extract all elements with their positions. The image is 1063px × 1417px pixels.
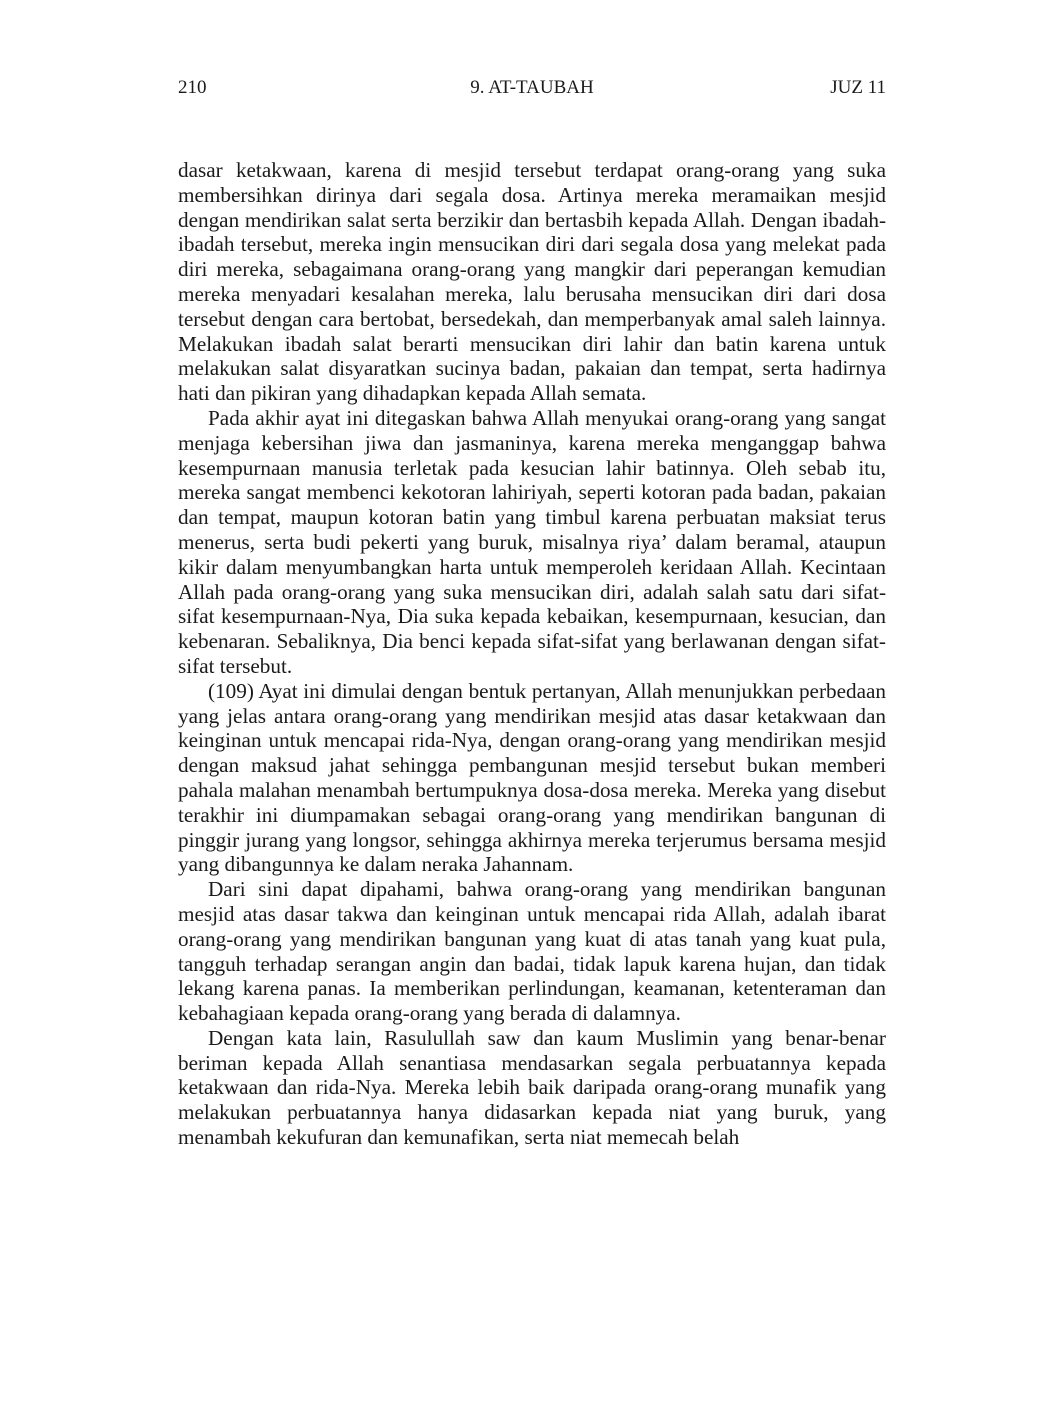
chapter-title: 9. AT-TAUBAH — [470, 77, 594, 98]
page-number: 210 — [178, 77, 207, 98]
paragraph: Dari sini dapat dipahami, bahwa orang-orang yang mendirikan bangunan mesjid atas dasar takwa dan keinginan untuk mencapai rida Allah, adalah ibarat orang-orang yang mendirikan bangunan yang kuat di atas tanah yang kuat pula, tangguh terhadap serangan angin dan badai, tidak lapuk karena hujan, dan tidak lekang karena panas. Ia memberikan perlindungan, keamanan, ketenteraman dan kebahagiaan kepada orang-orang yang berada di dalamnya. — [178, 877, 886, 1026]
paragraph: (109) Ayat ini dimulai dengan bentuk pertanyan, Allah menunjukkan perbedaan yang jelas antara orang-orang yang mendirikan mesjid atas dasar ketakwaan dan keinginan untuk mencapai rida-Nya, dengan orang-orang yang mendirikan mesjid dengan maksud jahat sehingga pembangunan mesjid tersebut bukan memberi pahala malahan menambah bertumpuknya dosa-dosa mereka. Mereka yang disebut terakhir ini diumpamakan sebagai orang-orang yang mendirikan bangunan di pinggir jurang yang longsor, sehingga akhirnya mereka terjerumus bersama mesjid yang dibangunnya ke dalam neraka Jahannam. — [178, 678, 886, 877]
paragraph: Dengan kata lain, Rasulullah saw dan kaum Muslimin yang benar-benar beriman kepada Allah senantiasa mendasarkan segala perbuatannya kepada ketakwaan dan rida-Nya. Mereka lebih baik daripada orang-orang munafik yang melakukan perbuatannya hanya didasarkan kepada niat yang buruk, yang menambah kekufuran dan kemunafikan, serta niat memecah belah — [178, 1025, 886, 1150]
body-text — [178, 158, 886, 1150]
page-header — [178, 76, 886, 100]
juz-label: JUZ 11 — [830, 77, 886, 98]
paragraph: dasar ketakwaan, karena di mesjid tersebut terdapat orang-orang yang suka membersihkan dirinya dari segala dosa. Artinya mereka meramaikan mesjid dengan mendirikan salat serta berzikir dan bertasbih kepada Allah. Dengan ibadah-ibadah tersebut, mereka ingin mensucikan diri dari segala dosa yang melekat pada diri mereka, sebagaimana orang-orang yang mangkir dari peperangan kemudian mereka menyadari kesalahan mereka, lalu berusaha mensucikan diri dari dosa tersebut dengan cara bertobat, bersedekah, dan memperbanyak amal saleh lainnya. Melakukan ibadah salat berarti mensucikan diri lahir dan batin karena untuk melakukan salat disyaratkan sucinya badan, pakaian dan tempat, serta hadirnya hati dan pikiran yang dihadapkan kepada Allah semata. — [178, 158, 886, 406]
paragraph: Pada akhir ayat ini ditegaskan bahwa Allah menyukai orang-orang yang sangat menjaga kebersihan jiwa dan jasmaninya, karena mereka menganggap bahwa kesempurnaan manusia terletak pada kesucian lahir batinnya. Oleh sebab itu, mereka sangat membenci kekotoran lahiriyah, seperti kotoran pada badan, pakaian dan tempat, maupun kotoran batin yang timbul karena perbuatan maksiat terus menerus, serta budi pekerti yang buruk, misalnya riya’ dalam beramal, ataupun kikir dalam menyumbangkan harta untuk memperoleh keridaan Allah. Kecintaan Allah pada orang-orang yang suka mensucikan diri, adalah salah satu dari sifat-sifat kesempurnaan-Nya, Dia suka kepada kebaikan, kesempurnaan, kesucian, dan kebenaran. Sebaliknya, Dia benci kepada sifat-sifat yang berlawanan dengan sifat-sifat tersebut. — [178, 405, 886, 678]
